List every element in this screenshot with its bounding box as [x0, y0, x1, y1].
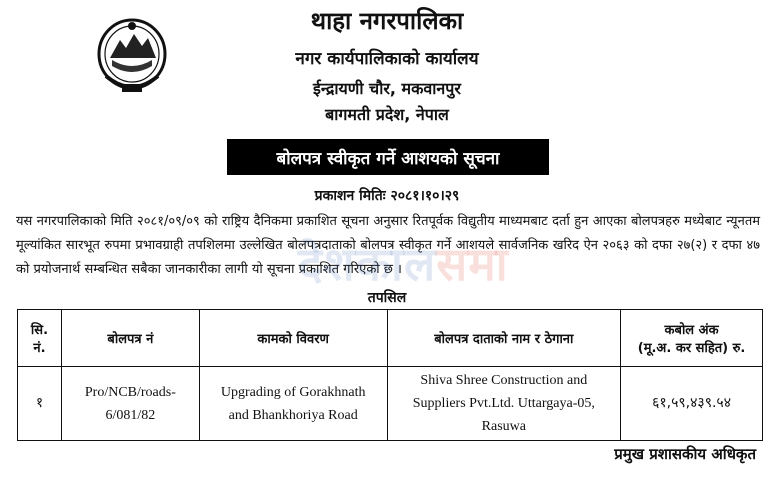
office-name: नगर कार्यपालिकाको कार्यालय	[295, 49, 479, 69]
col-header-bidder: बोलपत्र दाताको नाम र ठेगाना	[387, 310, 621, 367]
cell-work: Upgrading of Gorakhnath and Bhankhoriya Road	[199, 367, 387, 441]
watermark-part2: समा	[436, 237, 509, 291]
cell-amount: ६१,५९,४३९.५४	[621, 367, 763, 441]
watermark-part1: देशकाल	[298, 237, 437, 291]
col-header-bid-no: बोलपत्र नं	[61, 310, 199, 367]
table-row	[18, 367, 763, 441]
cell-bidder: Shiva Shree Construction and Suppliers Pvt.Ltd. Uttargaya-05, Rasuwa	[387, 367, 621, 441]
municipality-name: थाहा नगरपालिका	[310, 7, 464, 35]
col-header-amount: कबोल अंक (मू.अ. कर सहित) रु.	[621, 310, 763, 367]
award-table	[17, 309, 763, 441]
notice-title: बोलपत्र स्वीकृत गर्ने आशयको सूचना	[227, 139, 549, 175]
watermark	[298, 232, 509, 294]
cell-bid-no: Pro/NCB/roads- 6/081/82	[61, 367, 199, 441]
table-header-row	[18, 310, 763, 367]
publication-date: प्रकाशन मितिः २०८१।१०।२९	[314, 188, 460, 204]
signature-title: प्रमुख प्रशासकीय अधिकृत	[614, 445, 756, 463]
office-address: ईन्द्रायणी चौर, मकवानपुर	[313, 79, 461, 98]
notice-body: यस नगरपालिकाको मिति २०८१/०९/०९ को राष्ट्रिय दैनिकमा प्रकाशित सूचना अनुसार रितपूर्वक विद्युतीय माध्यमबाट दर्ता हुन आएका बोलपत्रहरु मध्येबाट न्यूनतम मूल्यांकित सारभूत रुपमा प्रभावग्राही तपशिलमा उल्लेखित बोलपत्रदाताको बोलपत्र स्वीकृत गर्ने आशयले सार्वजनिक खरिद ऐन २०६३ को दफा २७(२) र दफा ४७ को प्रयोजनार्थ सम्बन्धित सबैका जानकारीका लागी यो सूचना प्रकाशित गरिएको छ ।	[16, 214, 760, 277]
cell-sn: १	[18, 367, 62, 441]
col-header-work: कामको विवरण	[199, 310, 387, 367]
province-country: बागमती प्रदेश, नेपाल	[325, 105, 449, 124]
table-caption: तपसिल	[367, 290, 407, 306]
col-header-sn: सि. नं.	[18, 310, 62, 367]
